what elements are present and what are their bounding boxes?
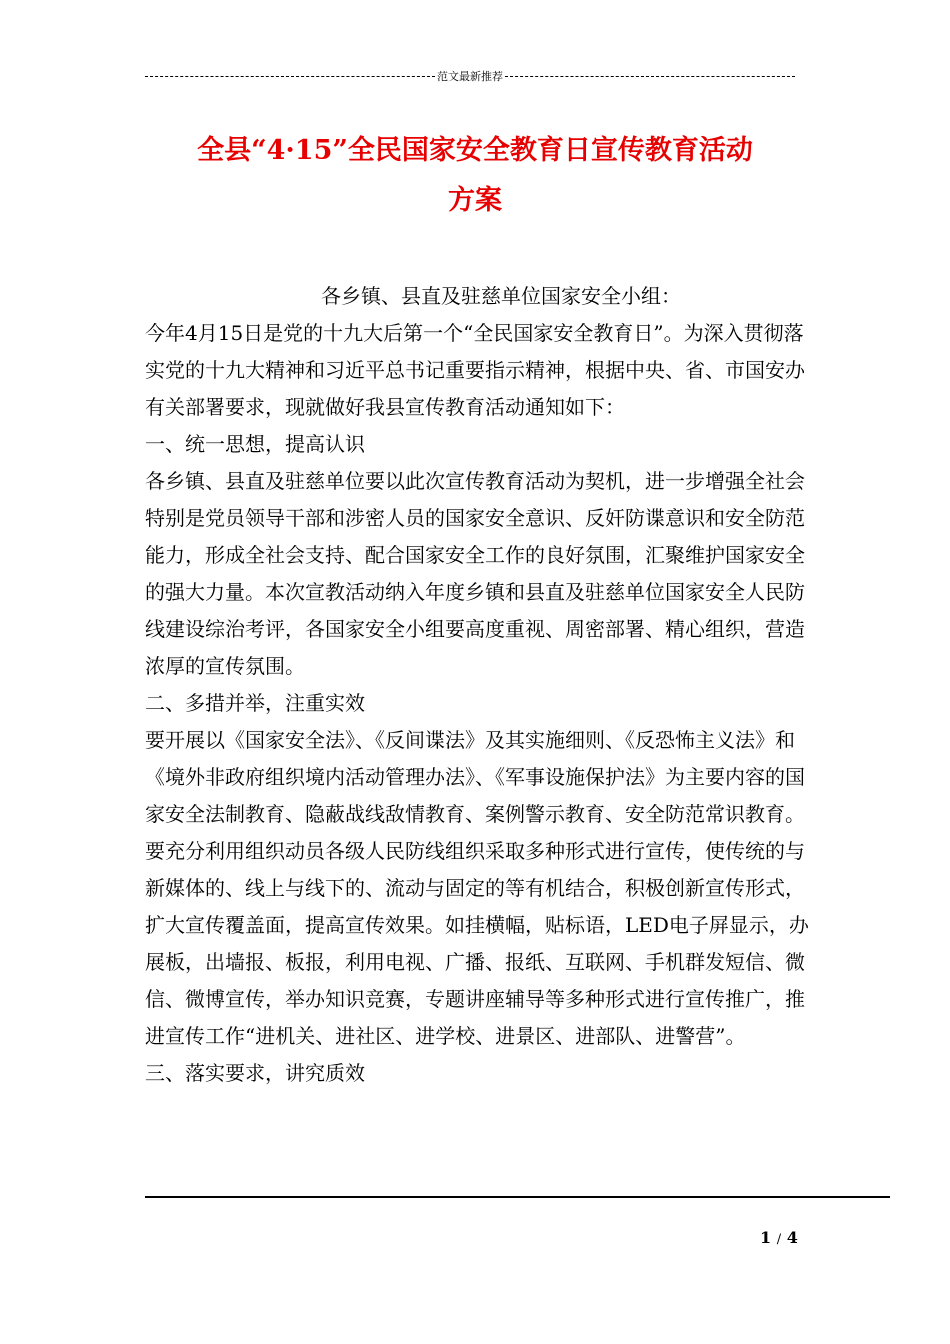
header-label: 范文最新推荐 (437, 70, 503, 83)
page-current: 1 (760, 1228, 772, 1247)
paragraph-section-1: 各乡镇、县直及驻慈单位要以此次宣传教育活动为契机，进一步增强全社会特别是党员领导干部和涉密人员的国家安全意识、反奸防谍意识和安全防范能力，形成全社会支持、配合国家安全工作的良好氛围，汇聚维护国家安全的强大力量。本次宣教活动纳入年度乡镇和县直及驻慈单位国家安全人民防线建设综治考评，各国家安全小组要高度重视、周密部署、精心组织，营造浓厚的宣传氛围。 (145, 469, 805, 678)
footer-divider (145, 1196, 890, 1198)
header-dash-left (145, 76, 435, 77)
page-separator: / (776, 1232, 782, 1247)
paragraph-section-2: 要开展以《国家安全法》、《反间谍法》及其实施细则、《反恐怖主义法》和《境外非政府组织境内活动管理办法》、《军事设施保护法》为主要内容的国家安全法制教育、隐蔽战线敌情教育、案例警示教育、安全防范常识教育。要充分利用组织动员各级人民防线组织采取多种形式进行宣传，使传统的与新媒体的、线上与线下的、流动与固定的等有机结合，积极创新宣传形式，扩大宣传覆盖面，提高宣传效果。如挂横幅，贴标语，LED电子屏显示，办展板，出墙报、板报，利用电视、广播、报纸、互联网、手机群发短信、微信、微博宣传，举办知识竞赛，专题讲座辅导等多种形式进行宣传推广，推进宣传工作“进机关、进社区、进学校、进景区、进部队、进警营”。 (145, 728, 809, 1048)
title-line-2: 方案 (448, 185, 502, 216)
section-heading-3: 三、落实要求，讲究质效 (145, 1061, 365, 1085)
document-title (120, 126, 830, 226)
title-line-1: 全县“4·15”全民国家安全教育日宣传教育活动 (197, 135, 753, 166)
document-body (145, 278, 810, 1092)
page-total: 4 (786, 1228, 798, 1247)
header-banner (145, 66, 795, 86)
paragraph-intro: 今年4月15日是党的十九大后第一个“全民国家安全教育日”。为深入贯彻落实党的十九大精神和习近平总书记重要指示精神，根据中央、省、市国安办有关部署要求，现就做好我县宣传教育活动通知如下： (145, 321, 805, 419)
header-dash-right (505, 76, 795, 77)
section-heading-1: 一、统一思想，提高认识 (145, 432, 365, 456)
page-number (760, 1228, 820, 1247)
section-heading-2: 二、多措并举，注重实效 (145, 691, 365, 715)
greeting: 各乡镇、县直及驻慈单位国家安全小组： (321, 284, 681, 308)
